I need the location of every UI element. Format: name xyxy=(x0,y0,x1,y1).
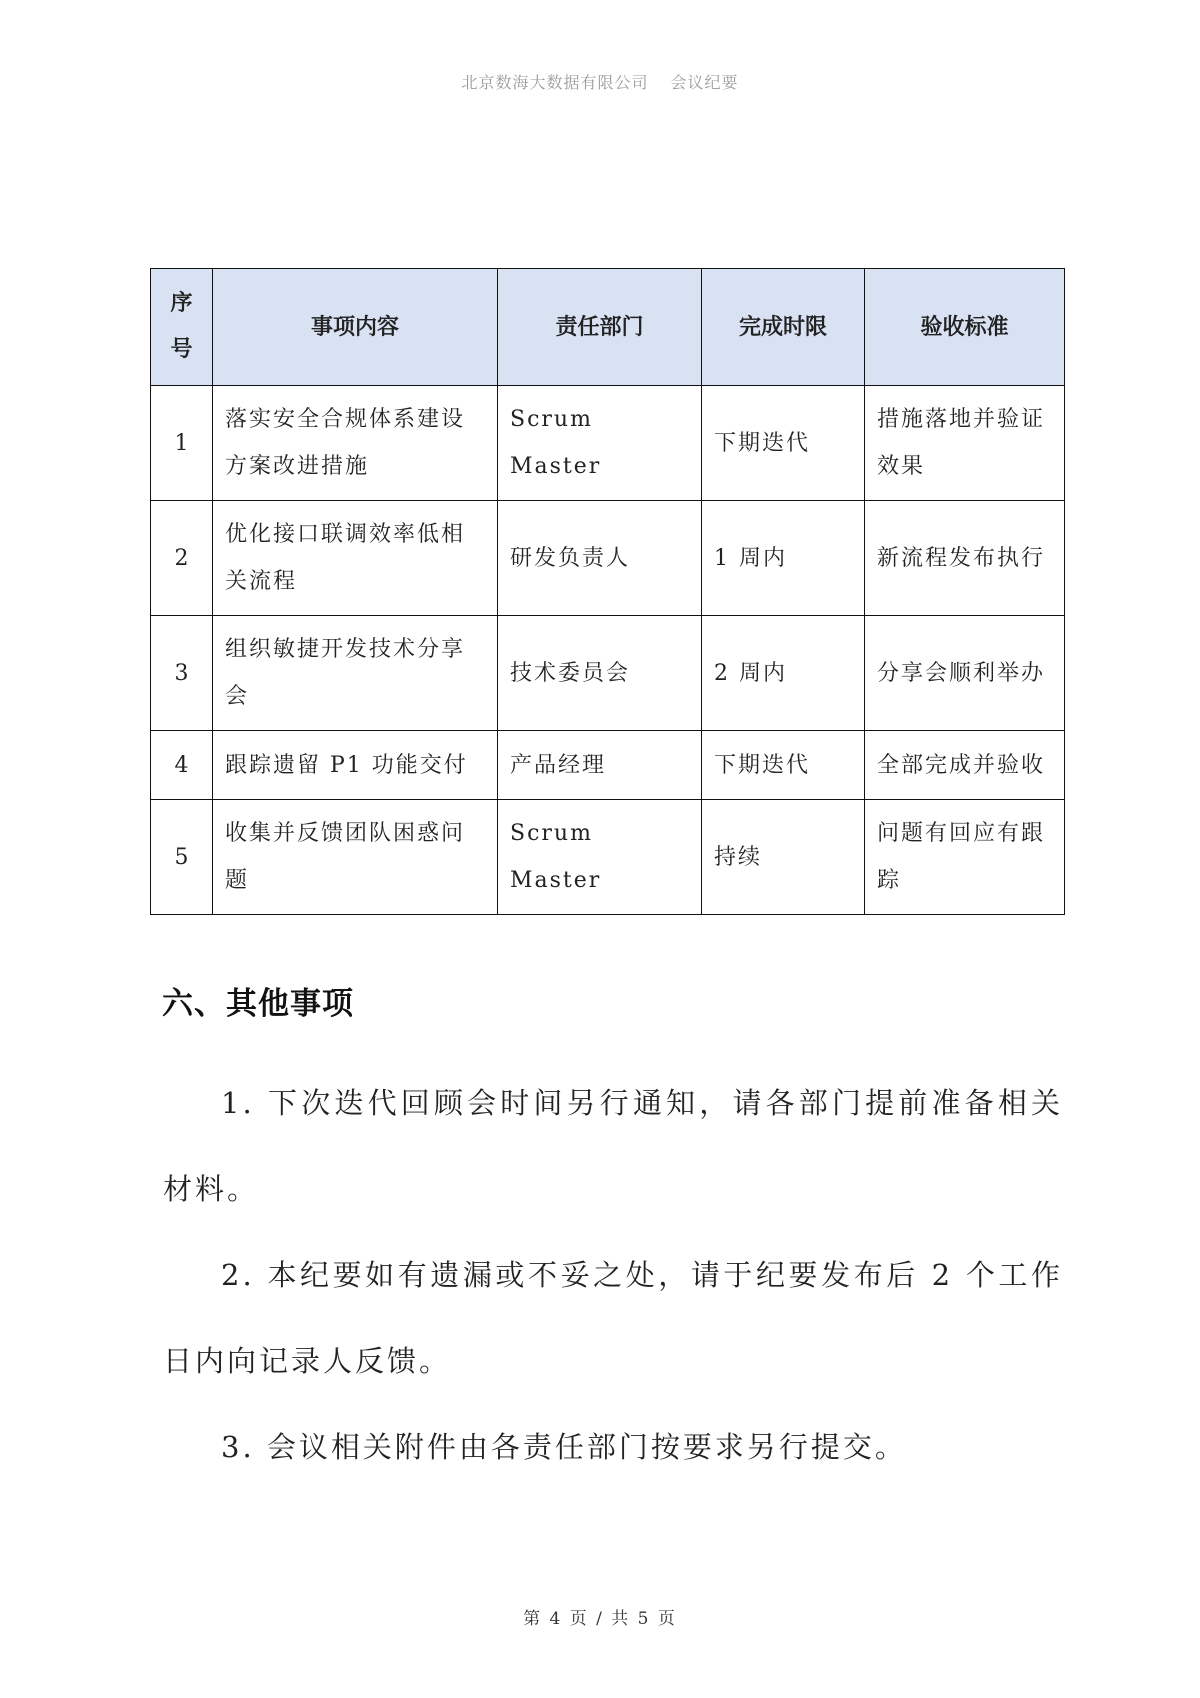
header-criteria: 验收标准 xyxy=(865,269,1065,386)
cell-dept: 产品经理 xyxy=(498,731,702,800)
list-item: 2. 本纪要如有遗漏或不妥之处，请于纪要发布后 2 个工作日内向记录人反馈。 xyxy=(163,1258,1063,1378)
header-content: 事项内容 xyxy=(213,269,498,386)
cell-dept: 技术委员会 xyxy=(498,616,702,731)
cell-deadline: 下期迭代 xyxy=(702,386,865,501)
cell-criteria: 新流程发布执行 xyxy=(865,501,1065,616)
cell-no: 5 xyxy=(151,800,213,915)
table-row xyxy=(151,501,1065,616)
cell-dept: Scrum Master xyxy=(498,800,702,915)
table-row xyxy=(151,616,1065,731)
cell-content: 优化接口联调效率低相关流程 xyxy=(213,501,498,616)
header-dept: 责任部门 xyxy=(498,269,702,386)
cell-criteria: 问题有回应有跟踪 xyxy=(865,800,1065,915)
cell-content: 落实安全合规体系建设方案改进措施 xyxy=(213,386,498,501)
cell-no: 3 xyxy=(151,616,213,731)
page-header xyxy=(0,70,1200,93)
table-header-row xyxy=(151,269,1065,386)
cell-deadline: 持续 xyxy=(702,800,865,915)
header-deadline: 完成时限 xyxy=(702,269,865,386)
cell-deadline: 2 周内 xyxy=(702,616,865,731)
cell-dept: Scrum Master xyxy=(498,386,702,501)
section-title: 六、其他事项 xyxy=(162,986,354,1022)
cell-no: 1 xyxy=(151,386,213,501)
table-row xyxy=(151,731,1065,800)
cell-dept: 研发负责人 xyxy=(498,501,702,616)
cell-content: 跟踪遗留 P1 功能交付 xyxy=(213,731,498,800)
cell-criteria: 措施落地并验证效果 xyxy=(865,386,1065,501)
cell-criteria: 全部完成并验收 xyxy=(865,731,1065,800)
company-name: 北京数海大数据有限公司 xyxy=(461,73,649,92)
action-items-table xyxy=(150,268,1065,915)
header-no: 序 号 xyxy=(151,269,213,386)
page-number: 第 4 页 / 共 5 页 xyxy=(523,1609,677,1629)
list-item: 1. 下次迭代回顾会时间另行通知，请各部门提前准备相关材料。 xyxy=(163,1086,1063,1206)
table-row xyxy=(151,800,1065,915)
section-body xyxy=(163,1060,1063,1490)
cell-no: 4 xyxy=(151,731,213,800)
cell-criteria: 分享会顺利举办 xyxy=(865,616,1065,731)
cell-deadline: 下期迭代 xyxy=(702,731,865,800)
cell-content: 组织敏捷开发技术分享会 xyxy=(213,616,498,731)
cell-no: 2 xyxy=(151,501,213,616)
table-row xyxy=(151,386,1065,501)
cell-content: 收集并反馈团队困惑问题 xyxy=(213,800,498,915)
document-type: 会议纪要 xyxy=(670,73,739,92)
cell-deadline: 1 周内 xyxy=(702,501,865,616)
list-item: 3. 会议相关附件由各责任部门按要求另行提交。 xyxy=(221,1430,907,1464)
